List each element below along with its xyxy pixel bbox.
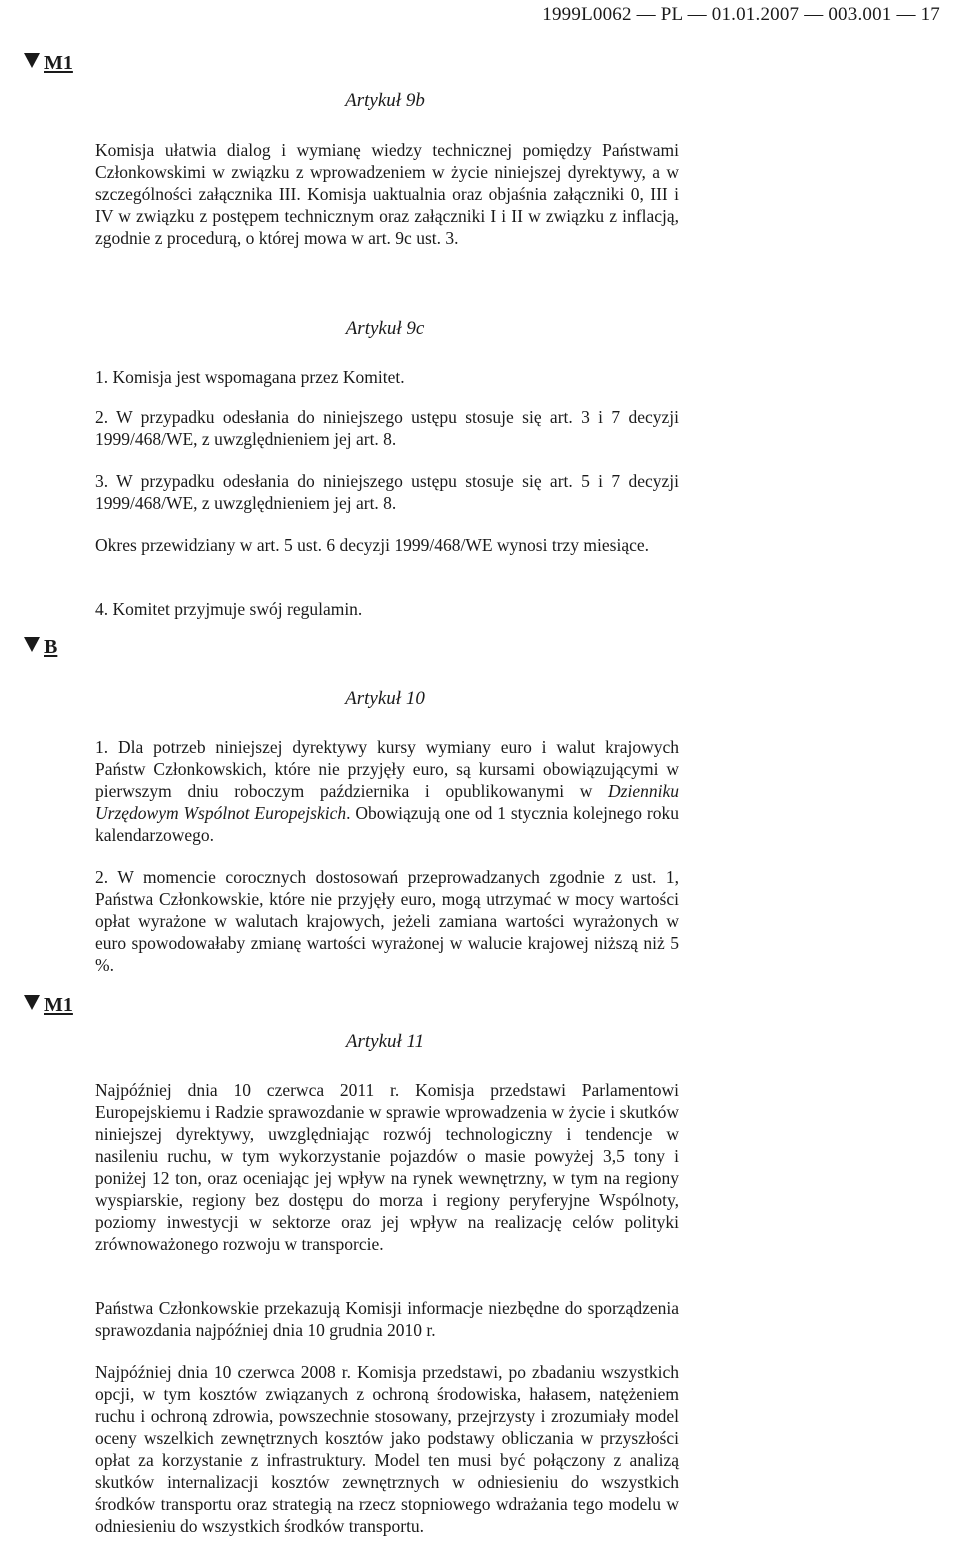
article-10-para-1: 1. Dla potrzeb niniejszej dyrektywy kursy wymiany euro i walut krajowych Państw Członkowskich, które nie przyjęły euro, są kursami obowiązującymi w pierwszym dniu roboczym października i opublikowanymi w Dzienniku Urzędowym Wspólnot Europejskich. Obowiązują one od 1 stycznia kolejnego roku kalendarzowego. <box>95 737 679 845</box>
journal-title: Dzienniku Urzędowym Wspólnot Europejskich <box>95 781 679 823</box>
article-9b-text: Komisja ułatwia dialog i wymianę wiedzy technicznej pomiędzy Państwami Członkowskimi w związku z wprowadzeniem w życie niniejszej dyrektywy, a w szczególności załącznika III. Komisja uaktualnia oraz objaśnia załączniki 0, III i IV w związku z postępem technicznym oraz załączniki I i II w związku z inflacją, zgodnie z procedurą, o której mowa w art. 9c ust. 3. <box>95 140 679 248</box>
article-11-para-2: Państwa Członkowskie przekazują Komisji informacje niezbędne do sporządzenia sprawozdania najpóźniej dnia 10 grudnia 2010 r. <box>95 1298 679 1340</box>
article-11-para-3: Najpóźniej dnia 10 czerwca 2008 r. Komisja przedstawi, po zbadaniu wszystkich opcji, w tym kosztów związanych z ochroną środowiska, hałasem, natężeniem ruchu i ochroną zdrowia, powszechnie stosowany, przejrzysty i zrozumiały model oceny wszelkich zewnętrznych kosztów jako podstawy obliczania w przyszłości opłat za korzystanie z infrastruktury. Model ten musi być połączony z analizą skutków internalizacji kosztów zewnętrznych w odniesieniu do wszystkich środków transportu oraz strategią na rzecz stopniowego wdrażania tego modelu w odniesieniu do wszystkich środków transportu. <box>95 1362 679 1536</box>
article-9c-para-1: 1. Komisja jest wspomagana przez Komitet. <box>95 367 405 387</box>
marker-m1-top[interactable]: M1 <box>24 52 73 75</box>
triangle-down-icon <box>24 637 40 652</box>
article-10-heading: Artykuł 10 <box>345 688 425 709</box>
marker-b[interactable]: B <box>24 636 57 659</box>
article-11-heading: Artykuł 11 <box>345 1031 425 1052</box>
article-11-para-1: Najpóźniej dnia 10 czerwca 2011 r. Komisja przedstawi Parlamentowi Europejskiemu i Radzie sprawozdanie w sprawie wprowadzenia w życie i skutków niniejszej dyrektywy, uwzględniając rozwój technologiczny i tendencje w nasileniu ruchu, w tym wykorzystanie pojazdów o masie powyżej 3,5 tony i poniżej 12 ton, oraz oceniając jej wpływ na rynek wewnętrzny, w tym na regiony wyspiarskie, regiony bez dostępu do morza i regiony peryferyjne Wspólnoty, poziomy inwestycji w sektorze oraz jej wpływ na realizację celów polityki zrównoważonego rozwoju w transporcie. <box>95 1080 679 1254</box>
article-9c-heading: Artykuł 9c <box>345 318 425 339</box>
article-10-para-2: 2. W momencie corocznych dostosowań przeprowadzanych zgodnie z ust. 1, Państwa Członkowskie, które nie przyjęły euro, mogą utrzymać w mocy wartości opłat wyrażone w walutach krajowych, jeżeli zamiana wartości wyrażonych w euro spowodowałaby zmianę wartości wyrażonej w walucie krajowej niższą niż 5 %. <box>95 867 679 975</box>
article-9c-para-3: 3. W przypadku odesłania do niniejszego ustępu stosuje się art. 5 i 7 decyzji 1999/468/WE, z uwzględnieniem jej art. 8. <box>95 471 679 513</box>
article-9c-para-4: 4. Komitet przyjmuje swój regulamin. <box>95 599 363 619</box>
article-9c-para-2: 2. W przypadku odesłania do niniejszego ustępu stosuje się art. 3 i 7 decyzji 1999/468/WE, z uwzględnieniem jej art. 8. <box>95 407 679 449</box>
marker-m1-bottom[interactable]: M1 <box>24 994 73 1017</box>
triangle-down-icon <box>24 995 40 1010</box>
article-9c-para-3b: Okres przewidziany w art. 5 ust. 6 decyzji 1999/468/WE wynosi trzy miesiące. <box>95 535 650 555</box>
article-9b-heading: Artykuł 9b <box>345 90 425 111</box>
triangle-down-icon <box>24 53 40 68</box>
document-reference: 1999L0062 — PL — 01.01.2007 — 003.001 — 17 <box>542 4 940 25</box>
